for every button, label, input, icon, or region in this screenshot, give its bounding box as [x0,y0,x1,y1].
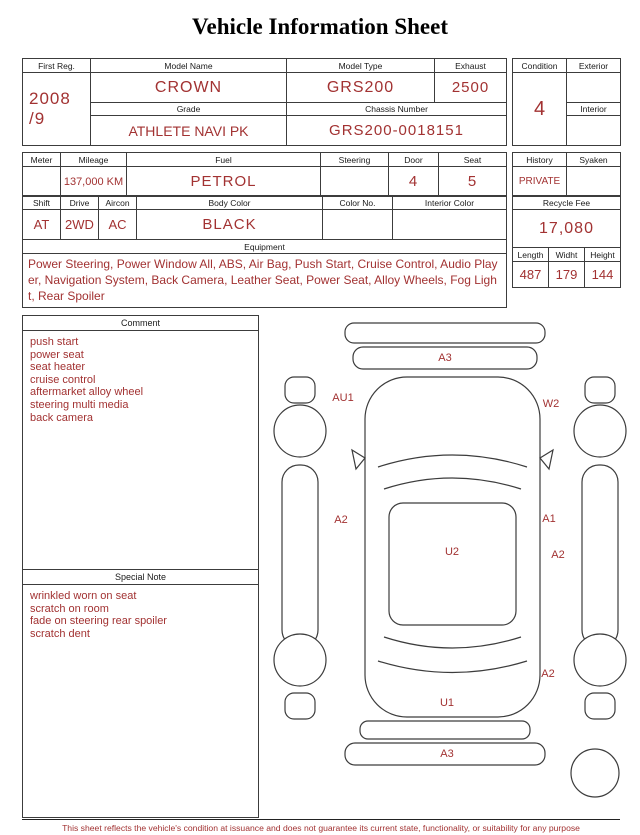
body-color-label: Body Color [137,196,323,210]
dimensions-table [512,247,621,288]
disclaimer: This sheet reflects the vehicle's condition at issuance and does not guarantee its current state, functionality, or suitability for any purpose [22,819,620,833]
history-label: History [513,153,567,167]
drive-label: Drive [61,196,99,210]
length-label: Length [513,248,549,262]
comment-header: Comment [23,316,258,331]
spare-wheel [571,749,619,797]
recycle-fee-value: 17,080 [513,210,621,248]
specs-table-2 [22,195,507,240]
comment-line: push start [30,336,79,348]
rear-bumper-inner [360,721,530,739]
condition-value: 4 [513,73,567,146]
interior-label: Interior [567,103,621,116]
car-damage-diagram [265,315,635,815]
interior-color-label: Interior Color [393,196,507,210]
seat-label: Seat [439,153,507,167]
note-line: fade on steering rear spoiler [30,615,167,628]
meter-label: Meter [23,153,61,167]
right-front-wheel [574,405,626,457]
left-front-fender [285,377,315,403]
page-title: Vehicle Information Sheet [192,14,448,39]
comment-line: cruise control [30,373,96,386]
damage-code-right-rear-door: A2 [551,549,565,561]
car-top-view-svg [265,315,635,815]
exterior-value [567,73,621,103]
steering-value [321,167,389,197]
specs-table-1 [22,152,507,197]
model-name-value: CROWN [91,73,287,103]
grade-value: ATHLETE NAVI PK [91,116,287,146]
mileage-value: 137,000 KM [61,167,127,197]
mileage-label: Mileage [61,153,127,167]
shift-value: AT [23,210,61,240]
comment-line: back camera [30,411,93,424]
interior-value [567,116,621,146]
aircon-label: Aircon [99,196,137,210]
model-type-value: GRS200 [287,73,435,103]
note-line: scratch dent [30,627,90,640]
comment-line: seat heater [30,361,86,374]
comment-line: steering multi media [30,398,129,411]
note-line: scratch on room [30,602,109,615]
syaken-label: Syaken [567,153,621,167]
left-mirror [352,450,365,469]
damage-code-right-front-door: A1 [542,513,556,525]
interior-color-value [393,210,507,240]
recycle-fee-label: Recycle Fee [513,196,621,210]
note-line: wrinkled worn on seat [30,590,137,602]
right-door-panel [582,465,618,647]
fuel-value: PETROL [127,167,321,197]
damage-code-right-rear: A2 [541,668,555,680]
first-reg-value [23,73,91,146]
right-rear-fender [585,693,615,719]
color-no-value [323,210,393,240]
steering-label: Steering [321,153,389,167]
exterior-label: Exterior [567,59,621,73]
special-note-content [23,585,258,817]
syaken-value [567,167,621,197]
body-color-value: BLACK [137,210,323,240]
recycle-fee-table [512,195,621,248]
roof-panel [389,503,516,625]
damage-code-trunk: U1 [439,697,455,709]
model-name-label: Model Name [91,59,287,73]
first-reg-label: First Reg. [23,59,91,73]
chassis-number-value: GRS200-0018151 [287,116,507,146]
comment-content [23,331,258,569]
comment-line: aftermarket alloy wheel [30,386,144,399]
damage-code-rear-bumper: A3 [440,748,454,760]
exhaust-label: Exhaust [435,59,507,73]
fuel-label: Fuel [127,153,321,167]
seat-value: 5 [439,167,507,197]
door-label: Door [389,153,439,167]
front-bumper-outer [345,323,545,343]
right-rear-wheel [574,634,626,686]
right-mirror [540,450,553,469]
damage-code-front-bumper: A3 [438,352,452,364]
equipment-text: Power Steering, Power Window All, ABS, Air Bag, Push Start, Cruise Control, Audio Player, Navigation System, Back Camera, Leather Seat, Power Seat, Alloy Wheels, Fog Light, Rear Spoiler [23,254,507,308]
left-rear-fender [285,693,315,719]
model-type-label: Model Type [287,59,435,73]
drive-value: 2WD [61,210,99,240]
comment-box [22,315,259,818]
color-no-label: Color No. [323,196,393,210]
shift-label: Shift [23,196,61,210]
grade-label: Grade [91,103,287,116]
equipment-label: Equipment [23,240,507,254]
history-value: PRIVATE [513,167,567,197]
left-front-wheel [274,405,326,457]
chassis-number-label: Chassis Number [287,103,507,116]
condition-label: Condition [513,59,567,73]
length-value: 487 [513,262,549,288]
width-label: Widht [549,248,585,262]
special-note-header: Special Note [23,569,258,585]
damage-code-left-door: A2 [334,514,348,526]
exhaust-value: 2500 [435,73,507,103]
left-door-panel [282,465,318,647]
damage-code-front-left: AU1 [332,392,354,404]
equipment-table [22,239,507,308]
damage-code-roof: U2 [444,546,460,558]
right-front-fender [585,377,615,403]
registration-table [22,58,507,146]
height-value: 144 [585,262,621,288]
left-rear-wheel [274,634,326,686]
aircon-value: AC [99,210,137,240]
height-label: Height [585,248,621,262]
width-value: 179 [549,262,585,288]
history-table [512,152,621,197]
first-reg-year: 2008 [29,89,71,109]
damage-code-front-right: W2 [542,398,560,410]
condition-table [512,58,621,146]
door-value: 4 [389,167,439,197]
comment-line: power seat [30,348,84,361]
meter-value [23,167,61,197]
first-reg-month: /9 [29,109,46,128]
